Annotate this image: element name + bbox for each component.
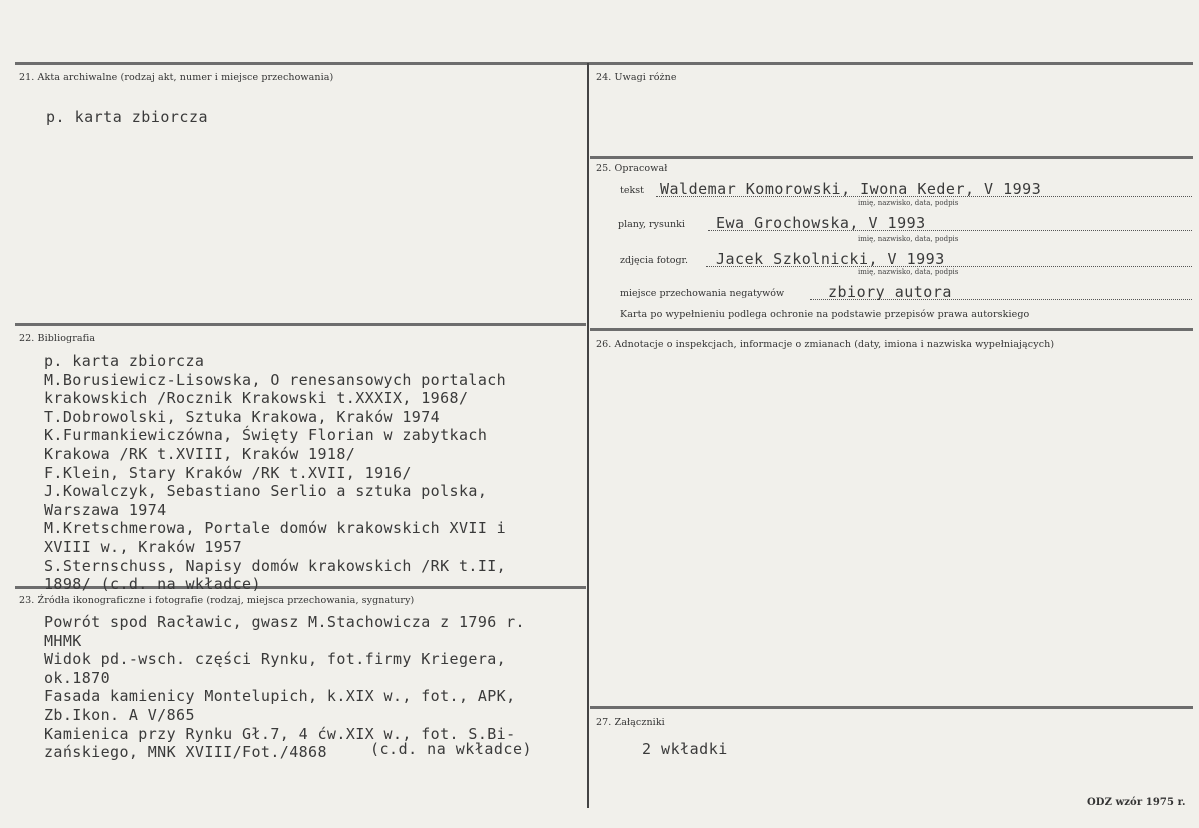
attachments-text: 2 wkładki — [642, 740, 728, 758]
iconography-line: Fasada kamienicy Montelupich, k.XIX w., fot., APK, — [44, 687, 516, 706]
bibliography-line: p. karta zbiorcza — [44, 352, 205, 370]
bibliography-line: M.Kretschmerowa, Portale domów krakowskich XVII i — [44, 519, 507, 538]
field-photos-author — [598, 248, 1192, 268]
field-value: Waldemar Komorowski, Iwona Keder, V 1993 — [660, 180, 1042, 198]
iconography-continued: (c.d. na wkładce) — [370, 740, 533, 758]
section-26-label: 26. Adnotacje o inspekcjach, informacje o zmianach (daty, imiona i nazwiska wypełniających) — [596, 339, 1055, 350]
field-value: zbiory autora — [828, 283, 952, 301]
field-caption: imię, nazwisko, data, podpis — [858, 199, 959, 207]
bibliography-line: K.Furmankiewiczówna, Święty Florian w zabytkach — [44, 426, 488, 445]
bibliography-line: 1898/ (c.d. na wkładce) — [44, 575, 261, 594]
field-label: tekst — [620, 185, 644, 196]
top-rule — [15, 62, 1193, 65]
rule-26 — [590, 328, 1193, 331]
bibliography-line: J.Kowalczyk, Sebastiano Serlio a sztuka polska, — [44, 482, 488, 501]
bibliography-line: Krakowa /RK t.XVIII, Kraków 1918/ — [44, 444, 356, 463]
iconography-line: zańskiego, MNK XVIII/Fot./4868 — [44, 743, 327, 762]
field-caption: imię, nazwisko, data, podpis — [858, 235, 959, 243]
bibliography-line: F.Klein, Stary Kraków /RK t.XVII, 1916/ — [44, 463, 412, 482]
bibliography-line: Warszawa 1974 — [44, 500, 167, 519]
rule-22 — [15, 323, 586, 326]
section-27-label: 27. Załączniki — [596, 717, 665, 728]
section-22-label: 22. Bibliografia — [19, 333, 96, 344]
bibliography-line: T.Dobrowolski, Sztuka Krakowa, Kraków 1974 — [44, 407, 441, 426]
field-label: zdjęcia fotogr. — [620, 255, 689, 266]
iconography-line: Kamienica przy Rynku Gł.7, 4 ćw.XIX w., fot. S.Bi- — [44, 724, 516, 743]
iconography-line: Widok pd.-wsch. części Rynku, fot.firmy Kriegera, — [44, 650, 507, 669]
bibliography-list — [44, 352, 506, 594]
field-text-author — [598, 178, 1192, 198]
center-divider — [587, 63, 589, 808]
field-drawings-author — [598, 212, 1192, 232]
iconography-line: Powrót spod Racławic, gwasz M.Stachowicza z 1796 r. — [44, 613, 525, 631]
field-value: Jacek Szkolnicki, V 1993 — [716, 250, 945, 268]
field-label: miejsce przechowania negatywów — [620, 288, 785, 299]
field-value: Ewa Grochowska, V 1993 — [716, 214, 926, 232]
bibliography-line: krakowskich /Rocznik Krakowski t.XXXIX, 1968/ — [44, 389, 469, 408]
iconography-line: ok.1870 — [44, 668, 111, 687]
rule-27 — [590, 706, 1193, 709]
field-negatives-location — [598, 281, 1192, 301]
section-21-text: p. karta zbiorcza — [46, 108, 209, 126]
section-25-label: 25. Opracował — [596, 163, 668, 174]
bibliography-line: S.Sternschuss, Napisy domów krakowskich /RK t.II, — [44, 556, 507, 575]
rule-25 — [590, 156, 1193, 159]
iconography-line: Zb.Ikon. A V/865 — [44, 705, 195, 724]
field-caption: imię, nazwisko, data, podpis — [858, 268, 959, 276]
section-23-label: 23. Źródła ikonograficzne i fotografie (rodzaj, miejsca przechowania, sygnatury) — [19, 595, 415, 606]
field-label: plany, rysunki — [618, 219, 685, 230]
section-24-label: 24. Uwagi różne — [596, 72, 677, 83]
section-21-label: 21. Akta archiwalne (rodzaj akt, numer i miejsce przechowania) — [19, 72, 334, 83]
copyright-note: Karta po wypełnieniu podlega ochronie na podstawie przepisów prawa autorskiego — [620, 309, 1030, 320]
form-id: ODZ wzór 1975 r. — [1087, 797, 1186, 808]
iconography-line: MHMK — [44, 631, 82, 650]
bibliography-line: XVIII w., Kraków 1957 — [44, 537, 243, 556]
bibliography-line: M.Borusiewicz-Lisowska, O renesansowych portalach — [44, 370, 507, 389]
